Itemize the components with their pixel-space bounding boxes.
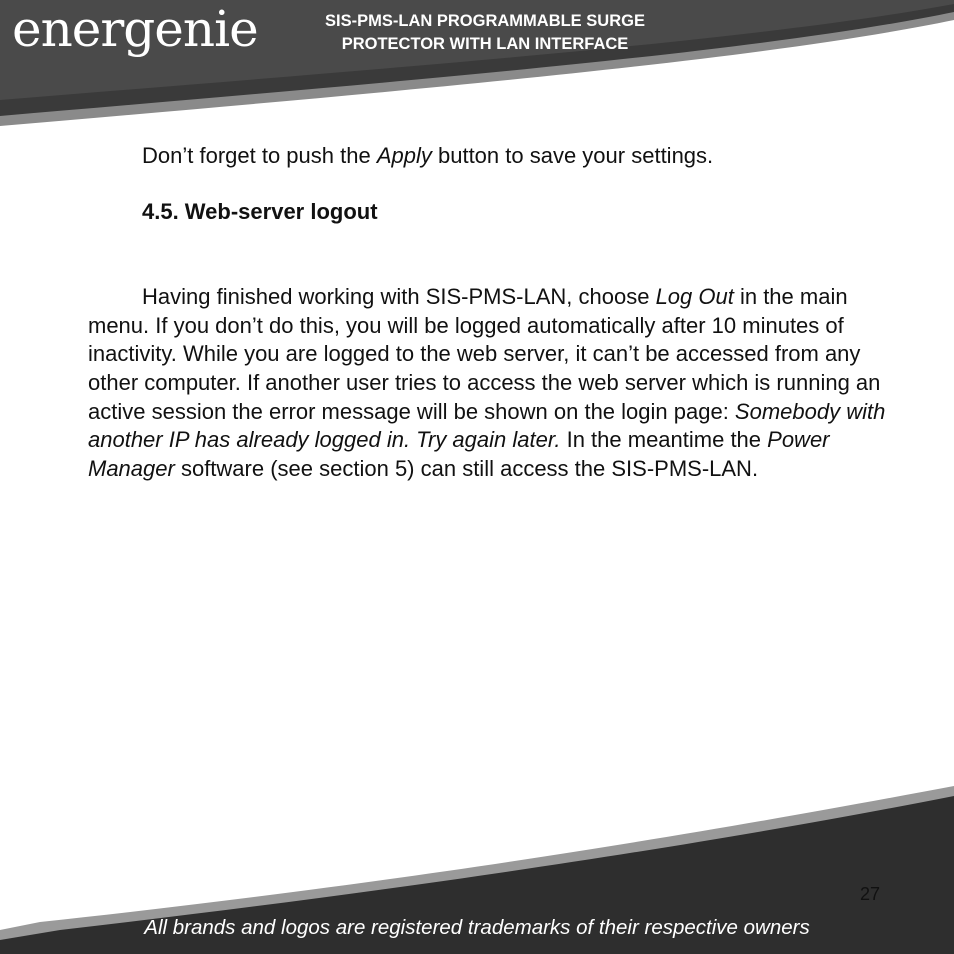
paragraph-text-2: in the main menu. If you don’t do this, you will be logged automatically after 10 minutes of inactivity. While you are logged to the web server, it can’t be accessed from any other computer. If another user tries to access the web server which is running an active session the error message will be shown on the login page: [88, 284, 881, 424]
paragraph-text-1: Having finished working with SIS-PMS-LAN, choose [142, 284, 656, 310]
document-title [250, 10, 720, 56]
trademark-note: All brands and logos are registered trademarks of their respective owners [144, 916, 810, 939]
page-number: 27 [860, 884, 881, 904]
page-content [88, 142, 888, 483]
paragraph-text-4: software (see section 5) can still access the SIS-PMS-LAN. [174, 455, 759, 481]
apply-reminder-after: button to save your settings. [431, 143, 714, 168]
energenie-logo: energenie [12, 0, 258, 58]
paragraph-text-3: In the meantime the [560, 427, 768, 453]
apply-emphasis: Apply [376, 143, 432, 168]
document-title-line-1: SIS-PMS-LAN PROGRAMMABLE SURGE [325, 12, 645, 30]
error-message-emphasis: Somebody with another IP has already logged in. Try again later. [88, 398, 886, 453]
power-manager-emphasis: Power Manager [88, 427, 830, 481]
section-heading: 4.5. Web-server logout [142, 198, 378, 224]
apply-reminder-before: Don’t forget to push the [142, 143, 377, 168]
document-title-line-2: PROTECTOR WITH LAN INTERFACE [341, 35, 629, 53]
apply-reminder [142, 142, 888, 171]
logout-paragraph [88, 283, 888, 483]
log-out-emphasis: Log Out [655, 284, 734, 310]
